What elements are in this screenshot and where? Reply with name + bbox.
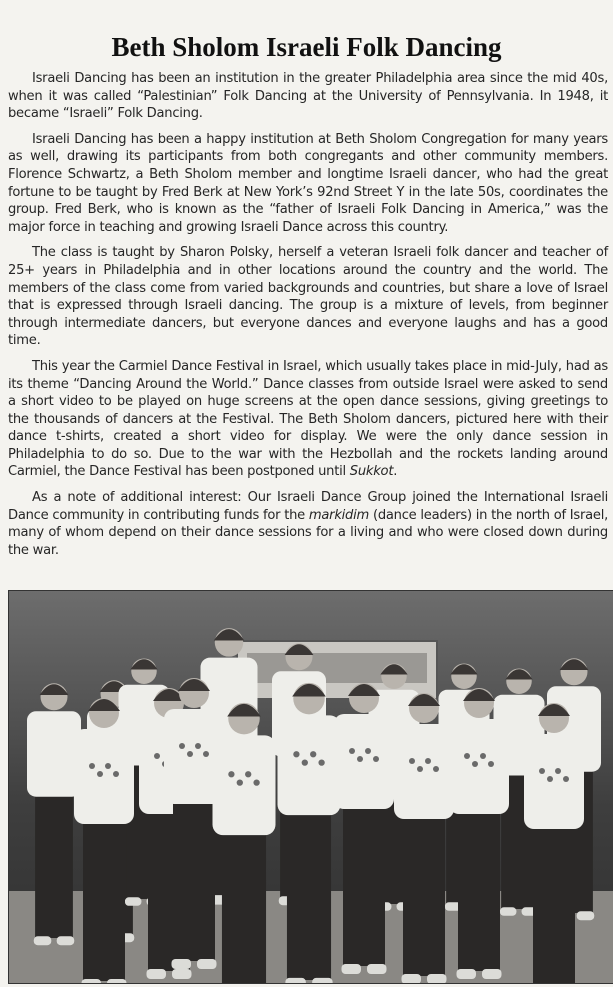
shirt-print — [253, 780, 259, 786]
shirt-print — [89, 763, 95, 769]
shirt-print — [302, 760, 308, 766]
person-shirt — [74, 729, 134, 824]
person-shoe — [367, 964, 387, 974]
article-paragraph — [8, 244, 608, 350]
person-legs — [287, 802, 331, 981]
person-shoe — [125, 897, 142, 906]
shirt-print — [425, 758, 431, 764]
shirt-print — [237, 780, 243, 786]
shirt-print — [105, 763, 111, 769]
paragraph-text: The class is taught by Sharon Polsky, herself a veteran Israeli folk dancer and teacher of 25+ years in Philadelphia and in other locations around the country and the world. The members of the class come from varied backgrounds and countries, but share a love of Israel that is expressed through Israeli dancing. The group is a mixture of levels, from beginner through intermediate dancers, but everyone dances and everyone laughs and has a good time. — [8, 245, 608, 349]
group-photo-illustration — [9, 591, 613, 983]
person-legs — [533, 816, 575, 983]
person-legs — [343, 796, 385, 966]
person-shirt — [394, 724, 454, 819]
person-shoe — [57, 936, 75, 945]
paragraph-text: This year the Carmiel Dance Festival in Israel, which usually takes place in mid-July, had as its theme “Dancing Around the World.” Dance classes from outside Israel were asked to send a short video to be played on huge screens at the open dance sessions, giving greetings to the thousands of dancers at the Festival. The Beth Sholom dancers, pictured here with their dance t-shirts, created a short video for display. We were the only dance session in Philadelphia to do so. Due to the war with the Hezbollah and the rockets landing around Carmiel, the Dance Festival has been postponed until — [8, 358, 608, 480]
person-legs — [403, 806, 445, 976]
shirt-print — [464, 753, 470, 759]
person-legs — [173, 791, 215, 961]
shirt-print — [547, 776, 553, 782]
person-shoe — [500, 907, 517, 916]
group-photo — [8, 590, 613, 984]
person-shirt — [524, 734, 584, 829]
shirt-print — [555, 768, 561, 774]
shirt-print — [293, 751, 299, 757]
person-shoe — [172, 959, 192, 969]
shirt-print — [539, 768, 545, 774]
person-hair — [130, 659, 157, 669]
shirt-print — [97, 771, 103, 777]
shirt-print — [228, 771, 234, 777]
article-paragraph — [8, 131, 608, 237]
shirt-print — [409, 758, 415, 764]
italic-term: markidim — [308, 507, 369, 523]
person-shoe — [107, 979, 127, 983]
shirt-print — [195, 743, 201, 749]
person-shirt — [449, 719, 509, 814]
article-body — [8, 70, 608, 567]
person-shoe — [34, 936, 52, 945]
paragraph-text: (dance leaders) in the north of Israel, many of whom depend on their dance sessions for a living and who were closed down during the war. — [8, 507, 608, 558]
shirt-print — [318, 760, 324, 766]
person-legs — [35, 785, 73, 938]
shirt-print — [433, 766, 439, 772]
article-paragraph — [8, 70, 608, 123]
shirt-print — [357, 756, 363, 762]
shirt-print — [488, 761, 494, 767]
person-shoe — [457, 969, 477, 979]
shirt-print — [365, 748, 371, 754]
person-shoe — [147, 969, 167, 979]
person-shoe — [82, 979, 102, 983]
shirt-print — [472, 761, 478, 767]
person-shirt — [278, 715, 341, 815]
shirt-print — [563, 776, 569, 782]
shirt-print — [417, 766, 423, 772]
person-shirt — [334, 714, 394, 809]
shirt-print — [349, 748, 355, 754]
person-shoe — [197, 959, 217, 969]
shirt-print — [113, 771, 119, 777]
person-legs — [83, 811, 125, 981]
shirt-print — [245, 771, 251, 777]
shirt-print — [373, 756, 379, 762]
person-hair — [505, 669, 532, 679]
shirt-print — [310, 751, 316, 757]
person-shoe — [285, 978, 305, 983]
person-hair — [450, 664, 477, 674]
shirt-print — [179, 743, 185, 749]
person-shoe — [577, 911, 595, 920]
article-paragraph — [8, 489, 608, 559]
person-hair — [560, 659, 589, 670]
paragraph-text: As a note of additional interest: Our Israeli Dance Group joined the International Israeli Dance community in contributing funds for the — [8, 490, 608, 523]
paragraph-text: . — [393, 464, 398, 480]
shirt-print — [480, 753, 486, 759]
person-shoe — [342, 964, 362, 974]
article-title: Beth Sholom Israeli Folk Dancing — [111, 32, 502, 62]
paragraph-text: Israeli Dancing has been an institution in the greater Philadelphia area since the mid 40s, when it was called “Palestinian” Folk Dancing at the University of Pennsylvania. In 1948, it became “Israeli” Folk Dancing. — [8, 71, 608, 122]
person-shoe — [482, 969, 502, 979]
paragraph-text: Israeli Dancing has been a happy institution at Beth Sholom Congregation for many years as well, drawing its participants from both congregants and other community members. Florence Schwartz, a Beth Sholom member and longtime Israeli dancer, who had the great fortune to be taught by Fred Berk at New York’s 92nd Street Y in the late 50s, coordinates the group. Fred Berk, who is known as the “father of Israeli Folk Dancing in America,” was the major force in teaching and growing Israeli Dance across this country. — [8, 131, 608, 235]
person-hair — [214, 629, 244, 640]
person-legs — [458, 801, 500, 971]
shirt-print — [187, 751, 193, 757]
person-shoe — [427, 974, 447, 983]
shirt-print — [154, 753, 160, 759]
italic-term: Sukkot — [349, 464, 394, 480]
shirt-print — [203, 751, 209, 757]
article-paragraph — [8, 358, 608, 481]
person-shirt — [27, 711, 81, 797]
person-shirt — [213, 735, 276, 835]
person-hair — [40, 684, 69, 695]
person-legs — [222, 822, 266, 984]
person-shoe — [312, 978, 332, 983]
person-shoe — [172, 969, 192, 979]
person-shoe — [402, 974, 422, 983]
